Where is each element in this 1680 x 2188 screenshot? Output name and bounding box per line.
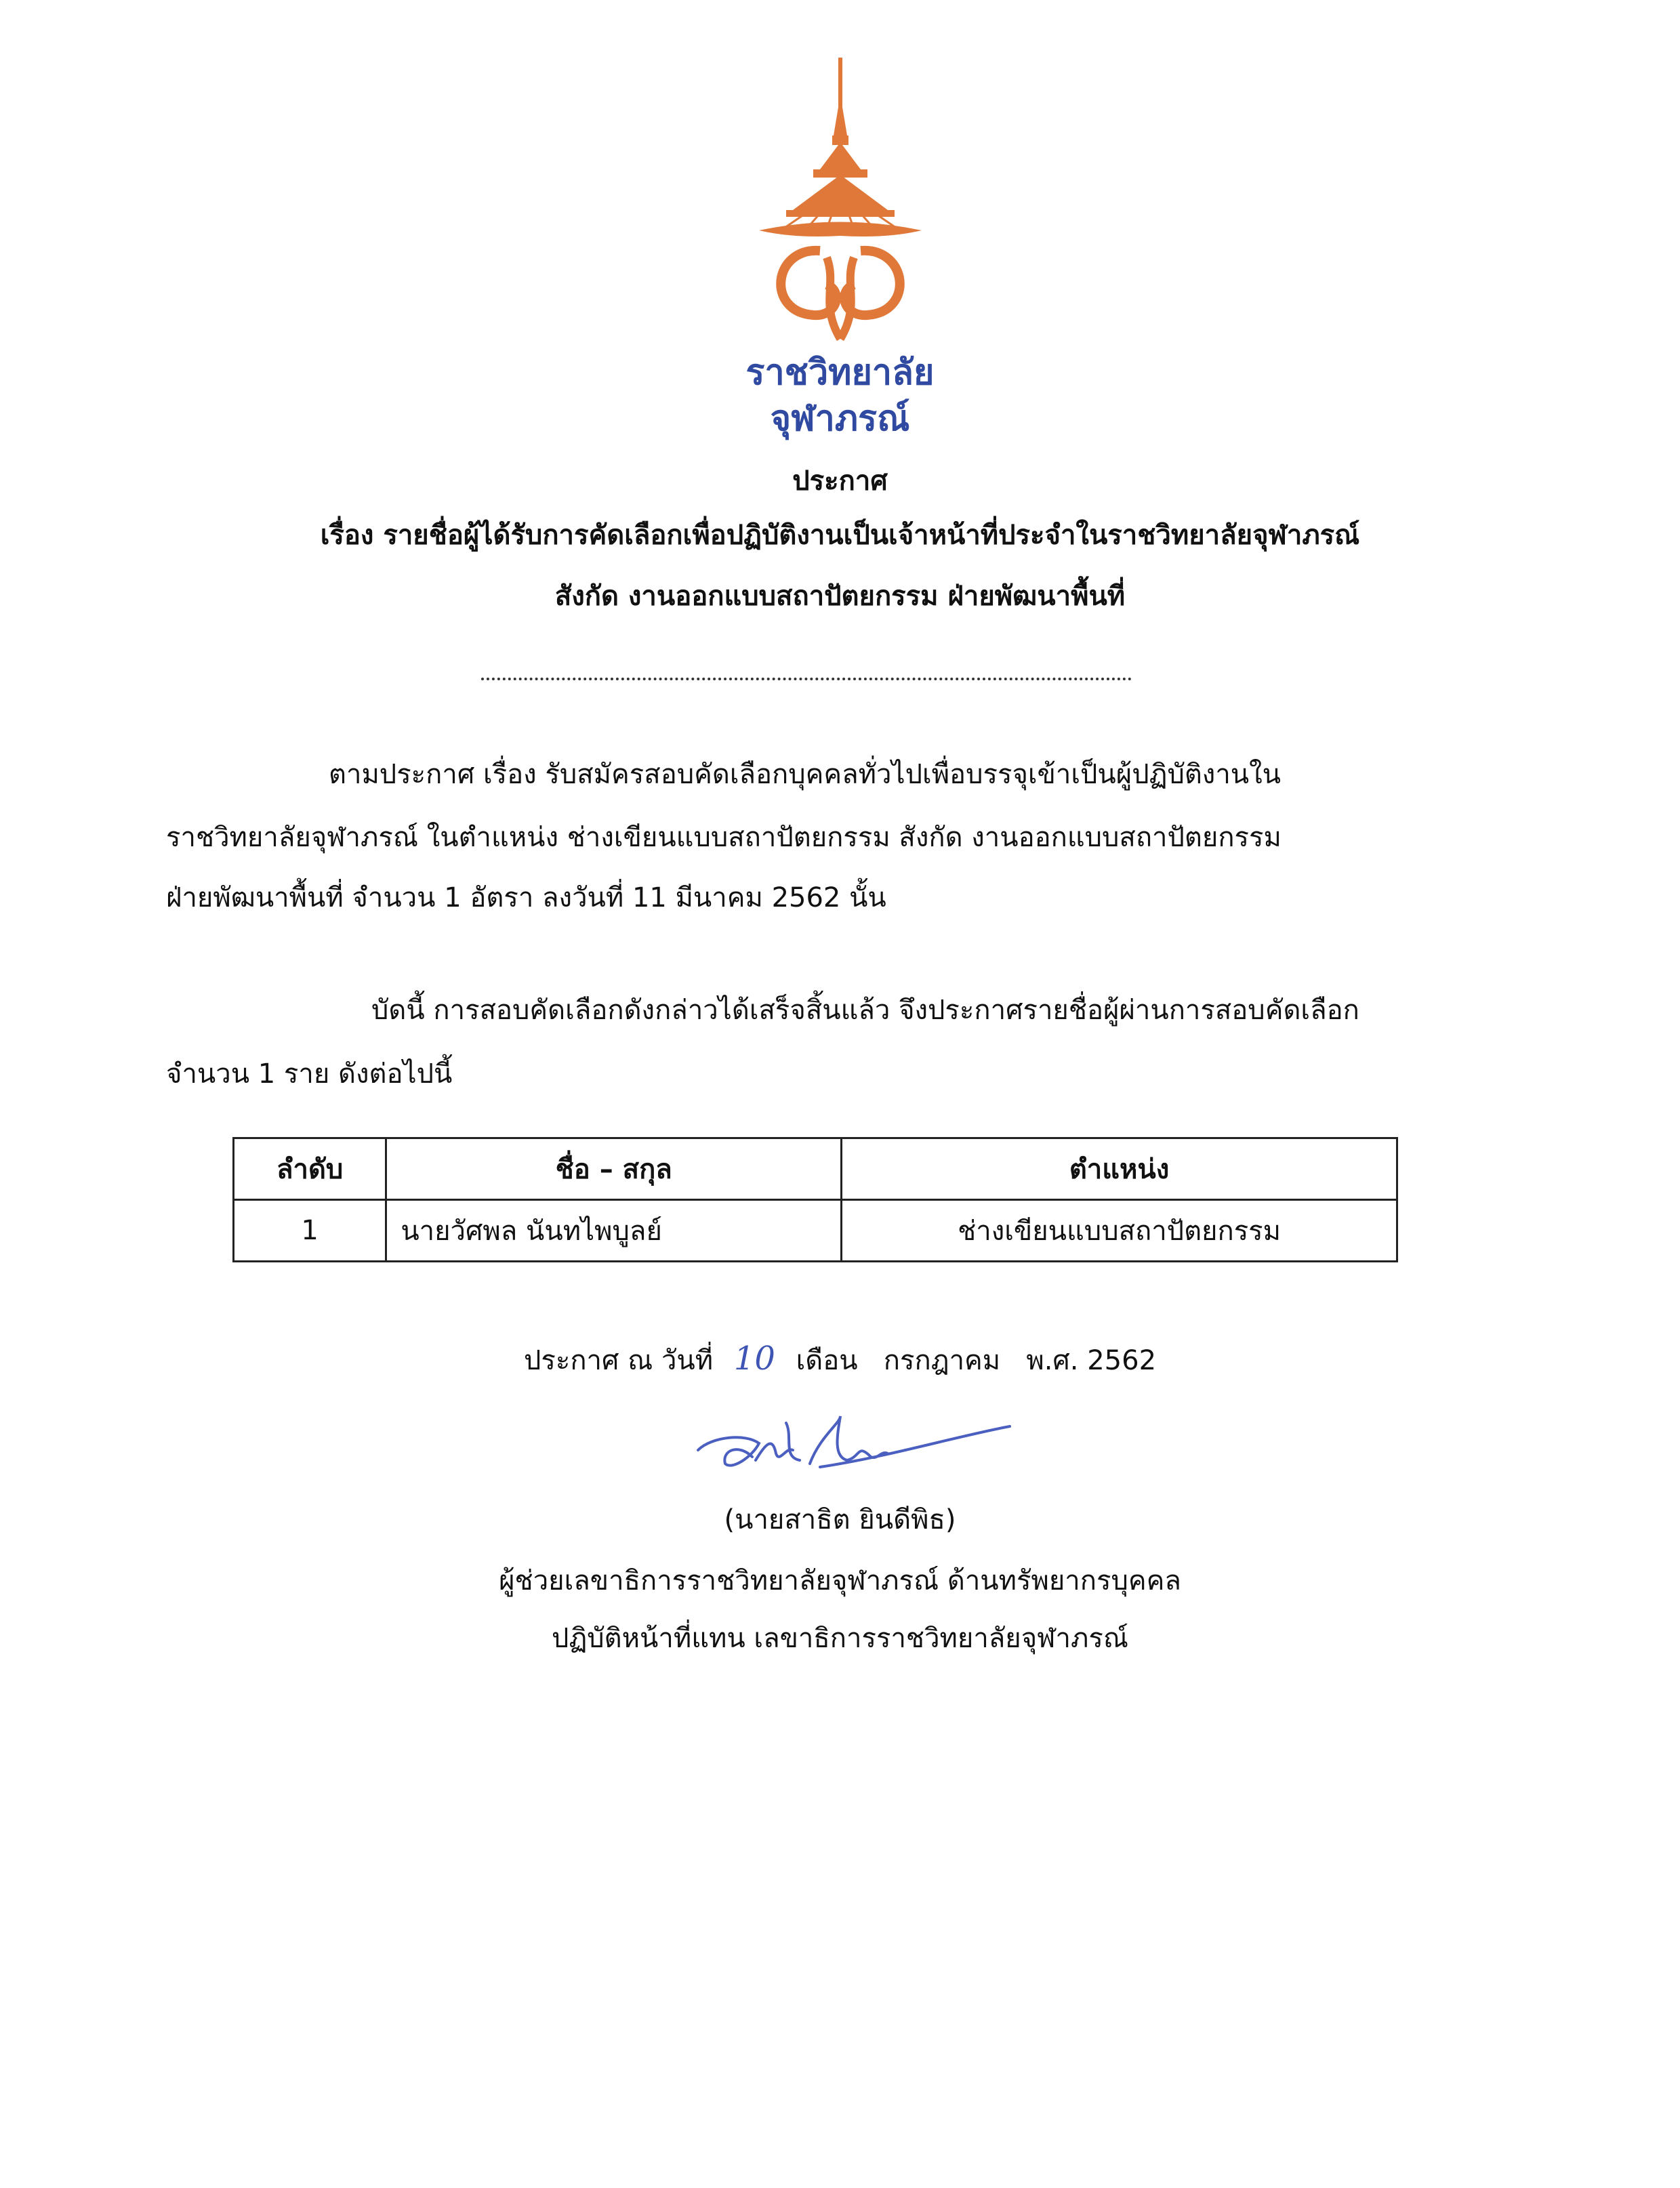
announcement-date: [0, 1338, 1680, 1382]
signatory-acting: ปฏิบัติหน้าที่แทน เลขาธิการราชวิทยาลัยจุฬาภรณ์: [552, 1623, 1128, 1654]
dotted-divider: [481, 678, 1132, 680]
header-position: ตำแหน่ง: [842, 1138, 1397, 1200]
paragraph-1-line-3: ฝ่ายพัฒนาพื้นที่ จำนวน 1 อัตรา ลงวันที่ 11 มีนาคม 2562 นั้น: [166, 882, 886, 913]
header-order: ลำดับ: [234, 1138, 386, 1200]
signatory-name: (นายสาธิต ยินดีพิธ): [724, 1504, 956, 1535]
signatory-title: ผู้ช่วยเลขาธิการราชวิทยาลัยจุฬาภรณ์ ด้านทรัพยากรบุคคล: [499, 1565, 1181, 1596]
paragraph-1-line-1: ตามประกาศ เรื่อง รับสมัครสอบคัดเลือกบุคคลทั่วไปเพื่อบรรจุเข้าเป็นผู้ปฏิบัติงานใน: [329, 759, 1282, 790]
table-header-row: [234, 1138, 1397, 1200]
table-row: [234, 1200, 1397, 1262]
date-day-handwritten: 10: [733, 1340, 775, 1378]
announcement-title: ประกาศ: [792, 466, 888, 497]
result-table: [232, 1137, 1398, 1262]
paragraph-2-line-2: จำนวน 1 ราย ดังต่อไปนี้: [166, 1058, 453, 1090]
cell-name: นายวัศพล นันทไพบูลย์: [386, 1200, 842, 1262]
date-prefix: ประกาศ ณ วันที่: [523, 1345, 714, 1376]
cell-position: ช่างเขียนแบบสถาปัตยกรรม: [842, 1200, 1397, 1262]
date-month-label: เดือน: [796, 1345, 858, 1376]
announcement-subject: เรื่อง รายชื่อผู้ได้รับการคัดเลือกเพื่อปฏิบัติงานเป็นเจ้าหน้าที่ประจำในราชวิทยาลัยจุฬาภรณ์: [320, 520, 1360, 551]
royal-emblem-icon: [718, 54, 962, 352]
header-name: ชื่อ – สกุล: [386, 1138, 842, 1200]
date-month: กรกฎาคม: [883, 1345, 1001, 1376]
logo-name-line1: ราชวิทยาลัย: [745, 352, 935, 393]
paragraph-2-line-1: บัดนี้ การสอบคัดเลือกดังกล่าวได้เสร็จสิ้นแล้ว จึงประกาศรายชื่อผู้ผ่านการสอบคัดเลือก: [371, 995, 1359, 1026]
announcement-subject-line2: สังกัด งานออกแบบสถาปัตยกรรม ฝ่ายพัฒนาพื้นที่: [554, 581, 1126, 612]
date-year: พ.ศ. 2562: [1026, 1345, 1157, 1376]
cell-order: 1: [234, 1200, 386, 1262]
signature-icon: [684, 1396, 1023, 1498]
logo-name-line2: จุฬาภรณ์: [770, 398, 910, 439]
paragraph-1-line-2: ราชวิทยาลัยจุฬาภรณ์ ในตำแหน่ง ช่างเขียนแบบสถาปัตยกรรม สังกัด งานออกแบบสถาปัตยกรรม: [166, 822, 1282, 853]
